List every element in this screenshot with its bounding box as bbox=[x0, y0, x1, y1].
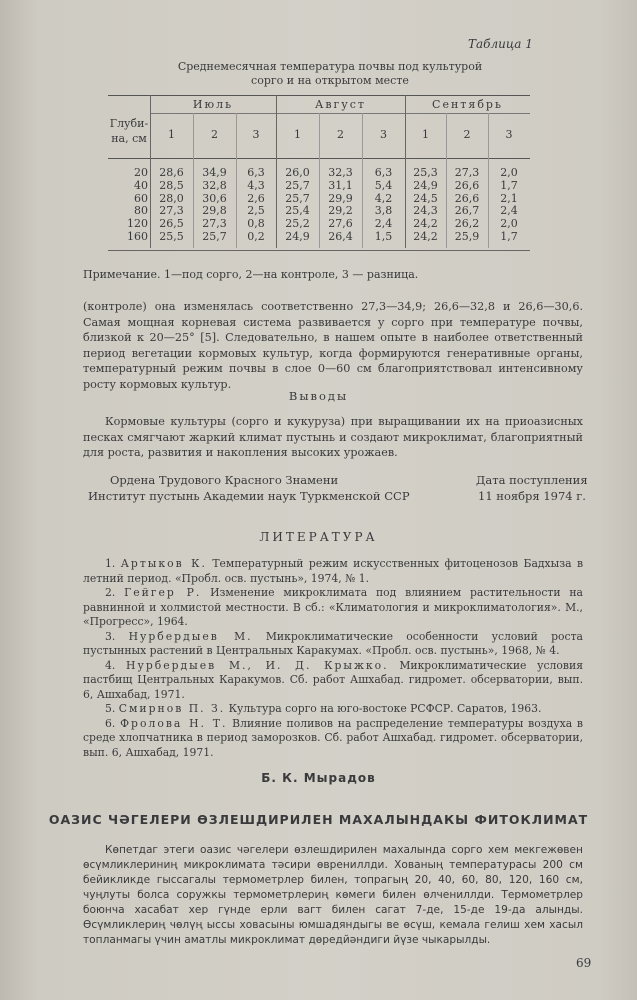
reference-text: Микроклиматические особенности условий роста пустынных растений в Центральных Каракумах. «Пробл. осв. пустынь», 1968, № 4. bbox=[83, 629, 583, 657]
month-header-august: Август bbox=[314, 98, 366, 111]
reference-item bbox=[83, 702, 583, 717]
reference-item bbox=[83, 630, 583, 659]
table-value-cell: 26,0 bbox=[285, 166, 310, 179]
table-label: Таблица 1 bbox=[468, 37, 533, 51]
table-value-cell: 2,0 bbox=[500, 166, 518, 179]
table-value-cell: 24,9 bbox=[285, 230, 310, 243]
table-value-cell: 25,7 bbox=[285, 178, 310, 192]
subcol-header: 1 bbox=[422, 128, 429, 141]
reference-author: Фролова Н. Т. bbox=[120, 716, 228, 730]
affiliation-line1: Ордена Трудового Красного Знамени bbox=[110, 473, 339, 487]
table-value-cell: 28,6 bbox=[159, 166, 184, 179]
reference-author: Нурбердыев М. bbox=[128, 629, 253, 643]
table-value-cell: 25,4 bbox=[285, 204, 310, 218]
summary-text: Көпетдаг этеги оазис чәгелери өзлешдирилен махалында сорго хем мекгежөвен өсүмликлериниң микроклимата тәсири өврениллди. Хованың температурасы 200 см бейикликде гыссагалы термометрлер билен, топрагың 20, 40, 60, 80, 120, 160 см, чуңлуты болса соружкы термометрлериң көмеги билен өлчениллди. Термометрлер боюнча хасабат хер гүнде ерли вагт билен сагат 7-де, 15-де 19-да алынды. Өсүмликлериң чөлүң ыссы ховасыны юмшадяндыгы ве өсүш, кемала гелиш хем хасыл топланмагы үчин аматлы микроклимат дөредйәндиги йүзе чыкарылды. bbox=[83, 844, 583, 946]
table-value-cell: 24,5 bbox=[413, 191, 438, 205]
subcol-header: 1 bbox=[294, 128, 301, 141]
page-number: 69 bbox=[576, 956, 592, 970]
table-value-cell: 30,6 bbox=[202, 191, 227, 205]
table-value-cell: 31,1 bbox=[328, 178, 353, 192]
reference-item bbox=[83, 659, 583, 703]
depth-header-line2: на, см bbox=[111, 132, 147, 145]
table-value-cell: 27,3 bbox=[202, 217, 227, 231]
reference-number: 2. bbox=[105, 586, 116, 599]
table-value-cell: 32,3 bbox=[328, 166, 353, 179]
table-depth-cell: 20 bbox=[134, 166, 148, 179]
table-value-cell: 2,0 bbox=[500, 217, 518, 231]
table-value-cell: 5,4 bbox=[374, 178, 393, 192]
table-value-cell: 28,0 bbox=[159, 191, 184, 205]
table-value-cell: 4,3 bbox=[247, 178, 265, 192]
subcol-header: 3 bbox=[505, 128, 513, 141]
literature-heading: ЛИТЕРАТУРА bbox=[259, 530, 378, 544]
table-value-cell: 25,5 bbox=[159, 230, 184, 243]
conclusions-heading: Выводы bbox=[288, 389, 349, 403]
table-depth-cell: 80 bbox=[134, 204, 148, 218]
reference-number: 4. bbox=[105, 658, 116, 672]
table-value-cell: 24,2 bbox=[413, 217, 438, 231]
references-list bbox=[83, 557, 583, 760]
table-value-cell: 27,3 bbox=[159, 204, 184, 218]
reference-author: Артыков К. bbox=[120, 557, 207, 570]
subcol-header: 1 bbox=[168, 128, 175, 141]
month-header-july: Июль bbox=[192, 98, 234, 111]
table-value-cell: 27,6 bbox=[328, 217, 353, 231]
table-value-cell: 26,7 bbox=[454, 204, 480, 218]
table-title bbox=[140, 60, 520, 88]
summary-title: ОАЗИС ЧӘГЕЛЕРИ ӨЗЛЕШДИРИЛЕН МАХАЛЫНДАКЫ ФИТОКЛИМАТ bbox=[48, 812, 589, 827]
table-value-cell: 29,8 bbox=[202, 204, 227, 218]
table-value-cell: 24,2 bbox=[413, 230, 438, 243]
table-value-cell: 26,2 bbox=[454, 217, 480, 231]
table-value-cell: 32,8 bbox=[202, 178, 227, 192]
table-value-cell: 0,2 bbox=[247, 230, 265, 243]
table-depth-cell: 40 bbox=[134, 178, 148, 192]
received-label: Дата поступления bbox=[476, 473, 588, 487]
depth-header-line1: Глуби- bbox=[109, 117, 149, 130]
table-value-cell: 27,3 bbox=[454, 166, 480, 179]
table-note: Примечание. 1—под сорго, 2—на контроле, 3 — разница. bbox=[83, 268, 419, 281]
table-value-cell: 2,5 bbox=[247, 204, 265, 218]
reference-number: 6. bbox=[105, 716, 116, 730]
table-value-cell: 2,4 bbox=[500, 204, 518, 218]
summary-author: Б. К. Мырадов bbox=[261, 771, 376, 785]
table-depth-cell: 60 bbox=[134, 191, 148, 205]
reference-number: 5. bbox=[105, 702, 116, 715]
table-top-rule bbox=[108, 95, 530, 96]
table-value-cell: 25,7 bbox=[202, 230, 227, 243]
reference-text: Микроклиматические условия пастбищ Центральных Каракумов. Сб. работ Ашхабад. гидромет. обсерватории, вып. 6, Ашхабад, 1971. bbox=[83, 658, 584, 701]
table-value-cell: 29,2 bbox=[328, 204, 353, 218]
table-value-cell: 3,8 bbox=[374, 204, 393, 218]
table-value-cell: 1,7 bbox=[500, 230, 518, 243]
table-value-cell: 2,4 bbox=[374, 217, 393, 231]
table-depth-cell: 160 bbox=[127, 230, 148, 243]
reference-text: Температурный режим искусственных фитоценозов Бадхыза в летний период. «Пробл. осв. пустынь», 1974, № 1. bbox=[83, 557, 584, 585]
table-value-cell: 25,2 bbox=[285, 217, 310, 231]
subcol-header: 2 bbox=[463, 128, 471, 141]
reference-item bbox=[83, 717, 583, 761]
reference-author: Нурбердыев М., И. Д. Крыжко. bbox=[126, 658, 389, 672]
reference-number: 1. bbox=[105, 557, 116, 570]
received-date: 11 ноября 1974 г. bbox=[478, 489, 586, 503]
affiliation-line2: Институт пустынь Академии наук Туркменской ССР bbox=[88, 489, 410, 503]
table-value-cell: 24,3 bbox=[413, 204, 438, 218]
reference-item bbox=[83, 557, 583, 586]
table-value-cell: 34,9 bbox=[202, 166, 227, 179]
table-title-line2: сорго и на открытом месте bbox=[251, 74, 409, 87]
subcol-header: 3 bbox=[380, 128, 387, 141]
table-value-cell: 25,7 bbox=[285, 191, 310, 205]
table-value-cell: 29,9 bbox=[328, 191, 353, 205]
table-value-cell: 6,3 bbox=[247, 166, 265, 179]
table-bottom-rule bbox=[108, 250, 530, 251]
table-value-cell: 26,4 bbox=[328, 230, 353, 243]
table-title-line1: Среднемесячная температура почвы под культурой bbox=[177, 60, 483, 73]
table-value-cell: 24,9 bbox=[413, 178, 438, 192]
table-value-cell: 26,5 bbox=[159, 217, 184, 231]
subcol-header: 3 bbox=[252, 128, 260, 141]
conclusions-text: Кормовые культуры (сорго и кукуруза) при выращивании их на приоазисных песках смягчают жаркий климат пустынь и создают микроклимат, благоприятный для роста, развития и накопления высоких урожаев. bbox=[83, 415, 583, 459]
reference-text: Изменение микроклимата под влиянием растительности на равнинной и холмистой местности. В сб.: «Климатология и микроклиматология». М., «Прогресс», 1964. bbox=[83, 586, 583, 628]
table-depth-cell: 120 bbox=[127, 217, 148, 231]
subcol-header: 2 bbox=[337, 128, 344, 141]
table-value-cell: 26,6 bbox=[454, 191, 480, 205]
depth-header bbox=[108, 116, 150, 146]
reference-number: 3. bbox=[105, 629, 116, 643]
reference-author: Гейгер Р. bbox=[124, 586, 202, 599]
subcol-header: 2 bbox=[211, 128, 218, 141]
table-value-cell: 0,8 bbox=[247, 217, 265, 231]
table-value-cell: 25,9 bbox=[454, 230, 480, 243]
table-value-cell: 1,5 bbox=[374, 230, 393, 243]
table-value-cell: 26,6 bbox=[454, 178, 480, 192]
table-month-rule bbox=[150, 113, 530, 114]
reference-text: Культура сорго на юго-востоке РСФСР. Саратов, 1963. bbox=[228, 702, 542, 715]
reference-text: Влияние поливов на распределение температуры воздуха в среде хлопчатника в период заморозков. Сб. работ Ашхабад. гидромет. обсерватории, вып. 6, Ашхабад, 1971. bbox=[83, 716, 583, 759]
table-value-cell: 4,2 bbox=[374, 191, 393, 205]
month-header-september: Сентябрь bbox=[432, 98, 503, 111]
table-value-cell: 28,5 bbox=[159, 178, 184, 192]
table-value-cell: 2,1 bbox=[500, 191, 518, 205]
reference-author: Смирнов П. З. bbox=[118, 702, 226, 715]
table-value-cell: 6,3 bbox=[374, 166, 393, 179]
table-value-cell: 1,7 bbox=[500, 178, 518, 192]
table-value-cell: 2,6 bbox=[247, 191, 265, 205]
reference-item bbox=[83, 586, 583, 630]
table-value-cell: 25,3 bbox=[413, 166, 438, 179]
body-paragraph: (контроле) она изменялась соответственно 27,3—34,9; 26,6—32,8 и 26,6—30,6. Самая мощная корневая система развивается у сорго при температуре почвы, близкой к 20—25° [5]. Следовательно, в нашем опыте в наиболее ответственный период вегетации кормовых культур, когда формируются генеративные органы, температурный режим почвы в слое 0—60 см благоприятствовал интенсивному росту кормовых культур. bbox=[83, 300, 583, 391]
